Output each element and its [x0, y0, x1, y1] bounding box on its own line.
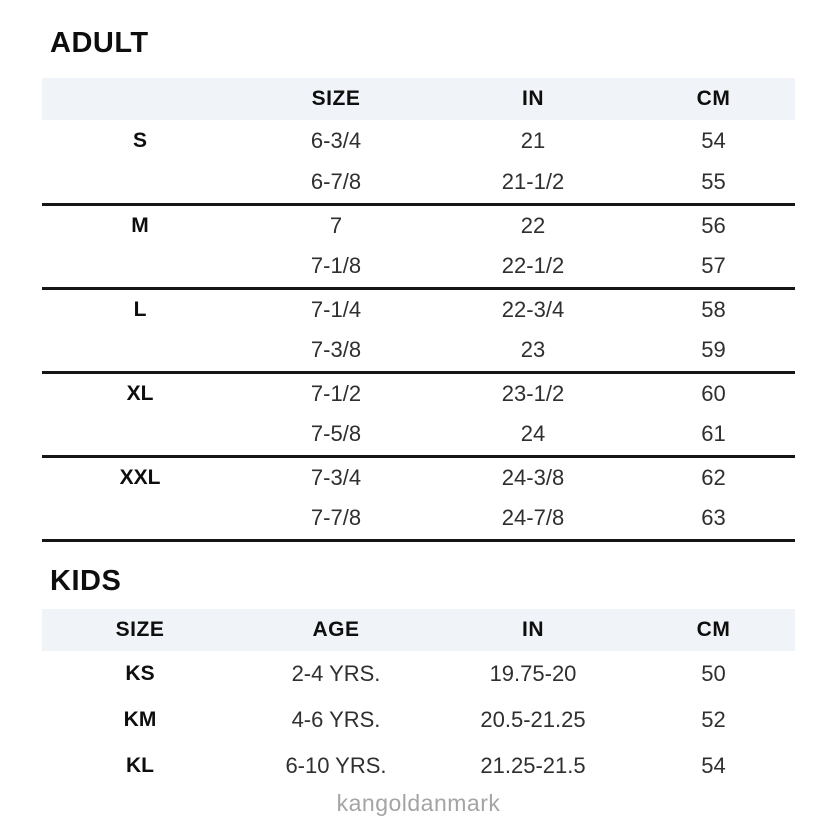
size-label: KL [126, 753, 154, 777]
age-value: 6-10 YRS. [285, 752, 387, 778]
kids-header-row [42, 609, 795, 651]
table-row [42, 651, 795, 697]
cm-value: 58 [701, 296, 726, 322]
size-label-empty [42, 162, 238, 204]
cm-value: 54 [701, 128, 726, 153]
size-label: M [131, 213, 149, 237]
cm-value: 59 [701, 337, 726, 363]
cm-value: 56 [701, 212, 726, 238]
cm-value: 61 [701, 421, 726, 447]
size-value: 7-7/8 [310, 505, 362, 531]
in-value: 22-1/2 [501, 253, 565, 279]
size-value: 7-3/4 [310, 464, 362, 490]
in-value: 19.75-20 [489, 660, 577, 686]
size-label: KM [123, 707, 157, 731]
table-row [42, 743, 795, 789]
in-value: 22-3/4 [501, 296, 565, 322]
size-label-empty [42, 330, 238, 372]
table-row [42, 288, 795, 330]
size-label-empty [42, 498, 238, 540]
table-row [42, 120, 795, 162]
table-row [42, 330, 795, 372]
cm-value: 57 [701, 253, 726, 279]
adult-group-xl [42, 372, 795, 456]
size-value: 7-1/8 [310, 253, 362, 279]
size-label: XXL [119, 465, 161, 489]
kids-section-title: KIDS [50, 564, 122, 597]
size-value: 6-3/4 [310, 128, 362, 153]
size-label: S [132, 129, 147, 152]
in-value: 21.25-21.5 [480, 752, 586, 778]
size-label: L [133, 297, 147, 321]
adult-section-title: ADULT [50, 27, 149, 59]
in-value: 21-1/2 [501, 169, 565, 195]
in-value: 23 [520, 337, 546, 363]
adult-header-size: SIZE [311, 87, 361, 110]
table-row [42, 204, 795, 246]
adult-header-in: IN [522, 87, 544, 110]
adult-header-cm: CM [696, 87, 731, 110]
cm-value: 52 [701, 706, 726, 732]
cm-value: 54 [701, 752, 726, 778]
watermark-text: kangoldanmark [336, 789, 501, 816]
table-row [42, 246, 795, 288]
size-value: 7-3/8 [310, 337, 362, 363]
in-value: 24 [520, 421, 546, 447]
cm-value: 55 [701, 169, 726, 195]
adult-group-l [42, 288, 795, 372]
kids-size-table [42, 609, 795, 789]
in-value: 21 [520, 128, 546, 153]
adult-header-row [42, 78, 795, 120]
cm-value: 50 [701, 660, 726, 686]
kids-header-age: AGE [312, 617, 360, 641]
size-value: 6-7/8 [310, 169, 362, 195]
in-value: 23-1/2 [501, 380, 565, 406]
size-value: 7 [329, 212, 343, 238]
kids-header-size: SIZE [115, 617, 165, 641]
size-value: 7-1/2 [310, 380, 362, 406]
table-row [42, 498, 795, 540]
table-row [42, 456, 795, 498]
adult-group-s [42, 120, 795, 204]
cm-value: 60 [701, 380, 726, 406]
adult-table-header [42, 78, 795, 120]
table-row [42, 162, 795, 204]
table-row [42, 414, 795, 456]
kids-header-cm: CM [696, 617, 731, 641]
size-label-empty [42, 246, 238, 288]
cm-value: 63 [701, 505, 726, 531]
age-value: 4-6 YRS. [291, 706, 381, 732]
size-label: XL [126, 381, 154, 405]
kids-header-in: IN [522, 617, 544, 641]
table-row [42, 697, 795, 743]
kids-table-body [42, 651, 795, 789]
in-value: 22 [520, 212, 546, 238]
adult-group-m [42, 204, 795, 288]
kids-table-header [42, 609, 795, 651]
in-value: 24-7/8 [501, 505, 565, 531]
cm-value: 62 [701, 464, 726, 490]
adult-size-table [42, 78, 795, 542]
size-value: 7-1/4 [310, 296, 362, 322]
age-value: 2-4 YRS. [291, 660, 381, 686]
table-row [42, 372, 795, 414]
size-label: KS [125, 661, 155, 685]
adult-header-empty [42, 78, 238, 120]
size-chart-content [0, 29, 838, 817]
size-value: 7-5/8 [310, 421, 362, 447]
in-value: 24-3/8 [501, 464, 565, 490]
in-value: 20.5-21.25 [480, 706, 586, 732]
adult-group-xxl [42, 456, 795, 540]
size-label-empty [42, 414, 238, 456]
